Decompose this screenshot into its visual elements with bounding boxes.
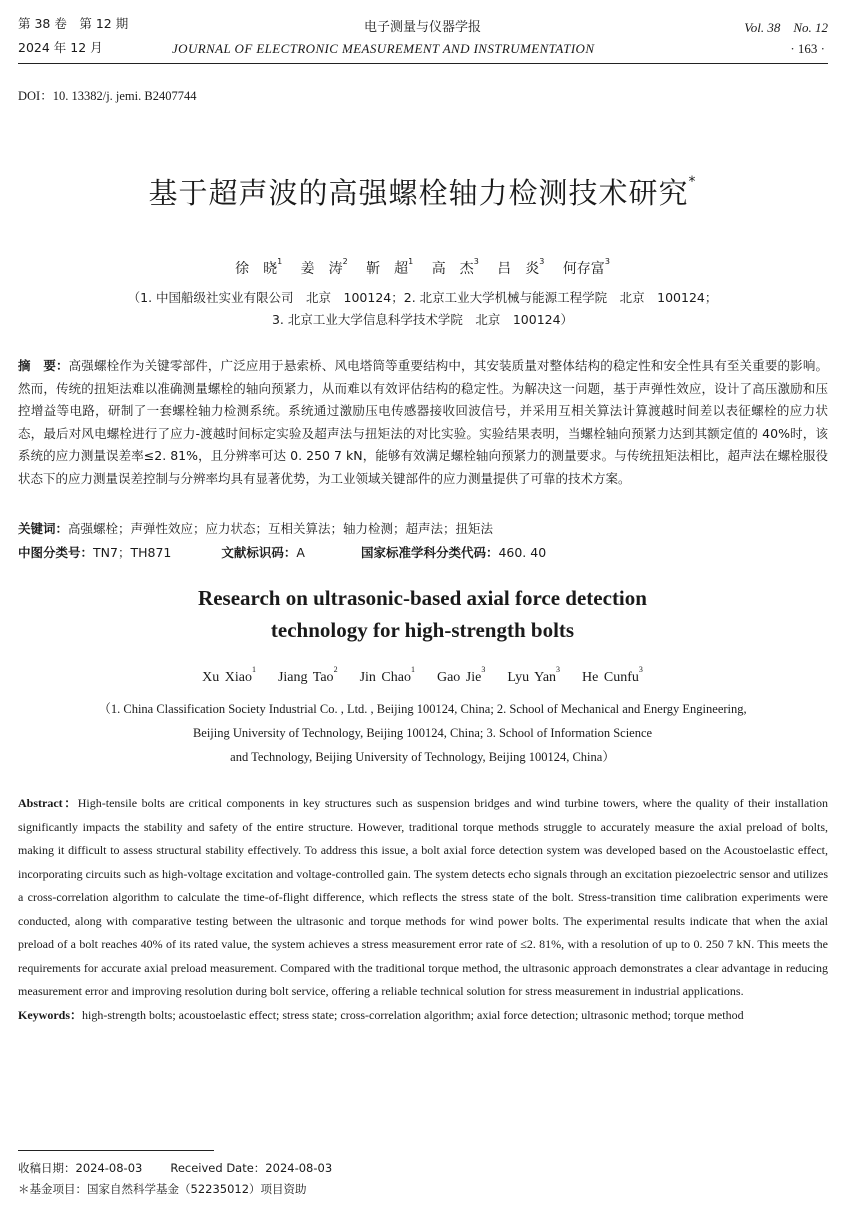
abstract-cn-text: 高强螺栓作为关键零部件，广泛应用于悬索桥、风电塔筒等重要结构中，其安装质量对整体结构的稳定性和安全性具有至关重要的影响。然而，传统的扭矩法难以准确测量螺栓的轴向预紧力，从而难以有效评估结构的稳定性。为解决这一问题，基于声弹性效应，设计了高压激励和压控增益等电路，研制了一套螺栓轴力检测系统。系统通过激励压电传感器接收回波信号，并采用互相关算法计算渡越时间差以表征螺栓的应力状态，最后对风电螺栓进行了应力-渡越时间标定实验及超声法与扭矩法的对比实验。实验结果表明，当螺栓轴向预紧力达到其额定值的 40%时，该系统的应力测量误差率≤2. 81%，且分辨率可达 0. 250 7 kN，能够有效满足螺栓轴向预紧力的测量要求。与传统扭矩法相比，超声法在螺栓服役状态下的应力测量误差控制与分辨率均具有显著优势，为工业领域关键部件的应力测量提供了可靠的技术方案。	[18, 358, 828, 486]
volume-issue-en: Vol. 38 No. 12	[744, 20, 828, 35]
author-cn: 吕 炎$^3$	[497, 257, 545, 277]
keywords-en	[18, 1004, 828, 1028]
affiliation-en-line: and Technology, Beijing University of Technology, Beijing 100124, China）	[230, 750, 615, 764]
paper-title-en-line: technology for high-strength bolts	[270, 618, 575, 642]
keywords-cn-text: 高强螺栓；声弹性效应；应力状态；互相关算法；轴力检测；超声法；扭矩法	[68, 521, 494, 536]
keywords-cn	[18, 519, 493, 537]
keywords-cn-label: 关键词：	[18, 521, 69, 536]
keywords-en-label: Keywords：	[18, 1007, 82, 1022]
doi[interactable]: DOI：10. 13382/j. jemi. B2407744	[18, 89, 197, 103]
std-code-value: 460. 40	[498, 545, 547, 560]
abstract-cn	[18, 355, 828, 490]
author-en: Jin Chao$^1$	[359, 665, 415, 685]
page-number: · 163 ·	[790, 41, 825, 56]
abstract-en	[18, 792, 828, 1027]
abstract-en-text: High-tensile bolts are critical components in key structures such as suspension bridges and wind turbine towers, where the quality of their installation significantly impacts the stability and safety of the entire structure. However, traditional torque methods struggle to accurately measure the axial preload of bolts, making it difficult to assess structural stability effectively. To address this issue, a bolt axial force detection system was developed based on the Acoustoelastic effect, incorporating circuits such as high-voltage excitation and voltage-controlled gain. The system detects echo signals through an excitation piezoelectric sensor and utilizes a cross-correlation algorithm to calculate the time-of-flight difference, which reflects the stress state of the bolt. Stress-transition time calibration experiments were conducted, along with comparative testing between the ultrasonic and torque methods for wind power bolts. The experimental results indicate that when the axial preload of a bolt reaches 40% of its rated value, the system achieves a stress measurement error rate of ≤2. 81%, with a resolution of up to 0. 250 7 kN. This meets the requirements for accurate axial preload measurement. Compared with the traditional torque method, the ultrasonic approach demonstrates a clear advantage in reducing measurement error and improving resolution during bolt service, offering a reliable technical solution for stress measurement in industrial applications.	[18, 796, 828, 998]
journal-title-cn: 电子测量与仪器学报	[363, 20, 481, 35]
author-cn: 徐 晓$^1$	[235, 257, 283, 277]
fund-footnote-mark[interactable]: *	[688, 174, 697, 191]
journal-title-en: JOURNAL OF ELECTRONIC MEASUREMENT AND INSTRUMENTATION	[172, 41, 595, 56]
affiliation-en-line: （1. China Classification Society Industrial Co. , Ltd. , Beijing 100124, China; 2. School of Mechanical and Energy Engineering,	[98, 702, 747, 716]
affiliation-cn-line: （1. 中国船级社实业有限公司 北京 100124；2. 北京工业大学机械与能源工程学院 北京 100124；	[127, 290, 718, 305]
received-date	[18, 1160, 332, 1176]
abstract-en-label: Abstract：	[18, 796, 78, 810]
paper-title-en	[0, 582, 845, 646]
std-code-label: 国家标准学科分类代码：	[360, 545, 499, 560]
paper-title-cn	[0, 171, 845, 212]
received-date-en: Received Date：2024-08-03	[170, 1161, 333, 1175]
date-cn: 2024 年 12 月	[18, 40, 103, 55]
author-en: He Cunfu$^3$	[582, 665, 643, 685]
clc-value: TN7；TH871	[93, 545, 172, 560]
author-cn: 高 杰$^3$	[431, 257, 479, 277]
authors-en	[0, 665, 845, 686]
footnote-rule	[18, 1150, 214, 1151]
volume-issue-cn: 第 38 卷 第 12 期	[18, 16, 129, 31]
author-cn: 姜 涛$^2$	[300, 257, 348, 277]
abstract-cn-label: 摘 要：	[18, 358, 69, 373]
clc-label: 中图分类号：	[18, 545, 94, 560]
header-rule	[18, 63, 828, 64]
author-cn: 靳 超$^1$	[366, 257, 414, 277]
author-en: Gao Jie$^3$	[436, 665, 486, 685]
author-cn: 何存富$^3$	[562, 257, 610, 277]
paper-title-en-line: Research on ultrasonic-based axial force detection	[198, 586, 647, 610]
author-en: Xu Xiao$^1$	[202, 665, 256, 685]
doc-code-label: 文献标识码：	[221, 545, 297, 560]
authors-cn	[0, 258, 845, 278]
affiliation-cn-line: 3. 北京工业大学信息科学技术学院 北京 100124）	[271, 312, 574, 327]
fund-footnote: ＊基金项目：国家自然科学基金（52235012）项目资助	[18, 1182, 307, 1196]
affiliation-en-line: Beijing University of Technology, Beijing 100124, China; 3. School of Information Science	[192, 726, 653, 740]
doc-code-value: A	[296, 545, 305, 560]
received-date-cn: 收稿日期：2024-08-03	[18, 1161, 143, 1175]
author-en: Lyu Yan$^3$	[507, 665, 561, 685]
classification-cn	[18, 543, 546, 561]
author-en: Jiang Tao$^2$	[277, 665, 338, 685]
keywords-en-text: high-strength bolts; acoustoelastic effect; stress state; cross-correlation algorithm; axial force detection; ultrasonic method; torque method	[82, 1007, 744, 1022]
paper-title-cn-text: 基于超声波的高强螺栓轴力检测技术研究	[148, 176, 689, 210]
